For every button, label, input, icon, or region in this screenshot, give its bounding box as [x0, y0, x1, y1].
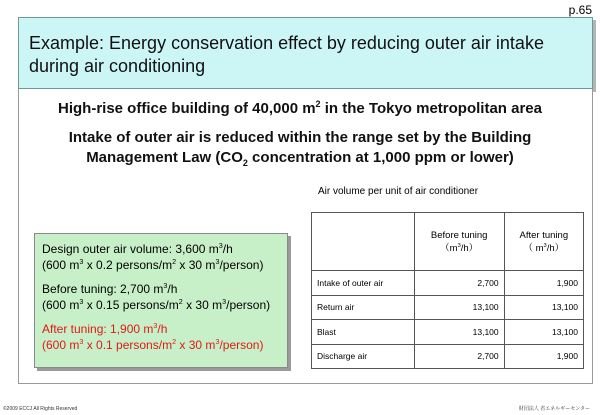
copyright-footer: ©2009 ECCJ All Rights Reserved [3, 406, 78, 412]
after-line-1 [42, 321, 287, 337]
row-before-value: 13,100 [414, 320, 504, 345]
table-header-after [504, 213, 583, 271]
before-calc-sup-b: 2 [178, 297, 183, 306]
before-unit-sup: 3 [457, 242, 461, 249]
air-volume-table [311, 212, 584, 369]
before-calc-d: /person) [226, 298, 271, 312]
after-calc-c: x 30 m [176, 338, 216, 352]
after-sup: 3 [153, 321, 158, 330]
design-calc-sup-b: 2 [172, 257, 177, 266]
table-row [312, 295, 584, 320]
after-unit-sup: 3 [543, 242, 547, 249]
after-unit-end: /h） [546, 242, 565, 254]
table-row [312, 271, 584, 296]
before-calc-sup-c: 3 [222, 297, 227, 306]
row-label: Blast [312, 320, 415, 345]
subtitle-2-text: Management Law (CO [86, 149, 243, 166]
design-line-2 [42, 257, 287, 273]
subtitle-2-line-2 [0, 148, 600, 168]
after-unit-text: （ m [523, 242, 544, 254]
row-after-value: 1,900 [504, 344, 583, 369]
before-sup: 3 [163, 281, 168, 290]
table-header-row [312, 213, 584, 271]
subtitle-2-text-end: concentration at 1,000 ppm or lower) [247, 149, 514, 166]
design-calc-b: x 0.2 persons/m [83, 258, 173, 272]
before-line-1 [42, 281, 287, 297]
after-calc-sup-a: 3 [79, 337, 84, 346]
design-line-1 [42, 241, 287, 257]
design-calc-sup-c: 3 [215, 257, 220, 266]
row-label: Intake of outer air [312, 271, 415, 296]
design-calc-a: (600 m [42, 258, 80, 272]
before-text: Before tuning: 2,700 m [42, 282, 164, 296]
design-calc-d: /person) [219, 258, 264, 272]
after-header-unit [510, 242, 578, 255]
table-row [312, 320, 584, 345]
after-line-2 [42, 337, 287, 353]
air-volume-info-box [34, 233, 288, 368]
row-label: Discharge air [312, 344, 415, 369]
after-calc-a: (600 m [42, 338, 80, 352]
design-calc-sup-a: 3 [79, 257, 84, 266]
page-number: p.65 [568, 3, 592, 17]
row-before-value: 2,700 [414, 271, 504, 296]
subtitle-1-text: High-rise office building of 40,000 m [58, 100, 316, 117]
after-text: After tuning: 1,900 m [42, 322, 154, 336]
after-calc-b: x 0.1 persons/m [83, 338, 173, 352]
row-before-value: 2,700 [414, 344, 504, 369]
row-before-value: 13,100 [414, 295, 504, 320]
before-unit: /h [167, 282, 178, 296]
before-unit-end: /h） [460, 242, 479, 254]
row-after-value: 1,900 [504, 271, 583, 296]
organization-footer: 財団法人 省エネルギーセンター [518, 406, 590, 412]
before-header-unit [420, 242, 499, 255]
after-calc-sup-b: 2 [172, 337, 177, 346]
slide-title: Example: Energy conservation effect by reducing outer air intake during air conditioning [29, 33, 544, 76]
title-box [18, 17, 593, 89]
after-calc-d: /person) [219, 338, 264, 352]
subtitle-1-text-end: in the Tokyo metropolitan area [320, 100, 542, 117]
after-calc-sup-c: 3 [215, 337, 220, 346]
row-after-value: 13,100 [504, 295, 583, 320]
before-calc-c: x 30 m [182, 298, 223, 312]
row-label: Return air [312, 295, 415, 320]
table-header-empty [312, 213, 415, 271]
before-calc-b: x 0.15 persons/m [83, 298, 179, 312]
before-calc-sup-a: 3 [79, 297, 84, 306]
subtitle-1-sup: 2 [315, 99, 321, 109]
building-subtitle [0, 100, 600, 117]
subtitle-2-sub: 2 [242, 158, 248, 168]
design-sup: 3 [218, 241, 223, 250]
before-header-label: Before tuning [430, 229, 488, 241]
after-unit: /h [157, 322, 168, 336]
design-calc-c: x 30 m [176, 258, 216, 272]
table-header-before [414, 213, 504, 271]
before-line-2 [42, 297, 287, 313]
subtitle-2-line-1: Intake of outer air is reduced within the range set by the Building [68, 129, 532, 146]
intake-subtitle [0, 128, 600, 168]
design-unit: /h [222, 242, 233, 256]
before-calc-a: (600 m [42, 298, 80, 312]
after-header-label: After tuning [519, 229, 569, 241]
row-after-value: 13,100 [504, 320, 583, 345]
table-row [312, 344, 584, 369]
design-text: Design outer air volume: 3,600 m [42, 242, 219, 256]
before-unit-text: （m [440, 242, 458, 254]
table-caption: Air volume per unit of air conditioner [318, 186, 479, 197]
